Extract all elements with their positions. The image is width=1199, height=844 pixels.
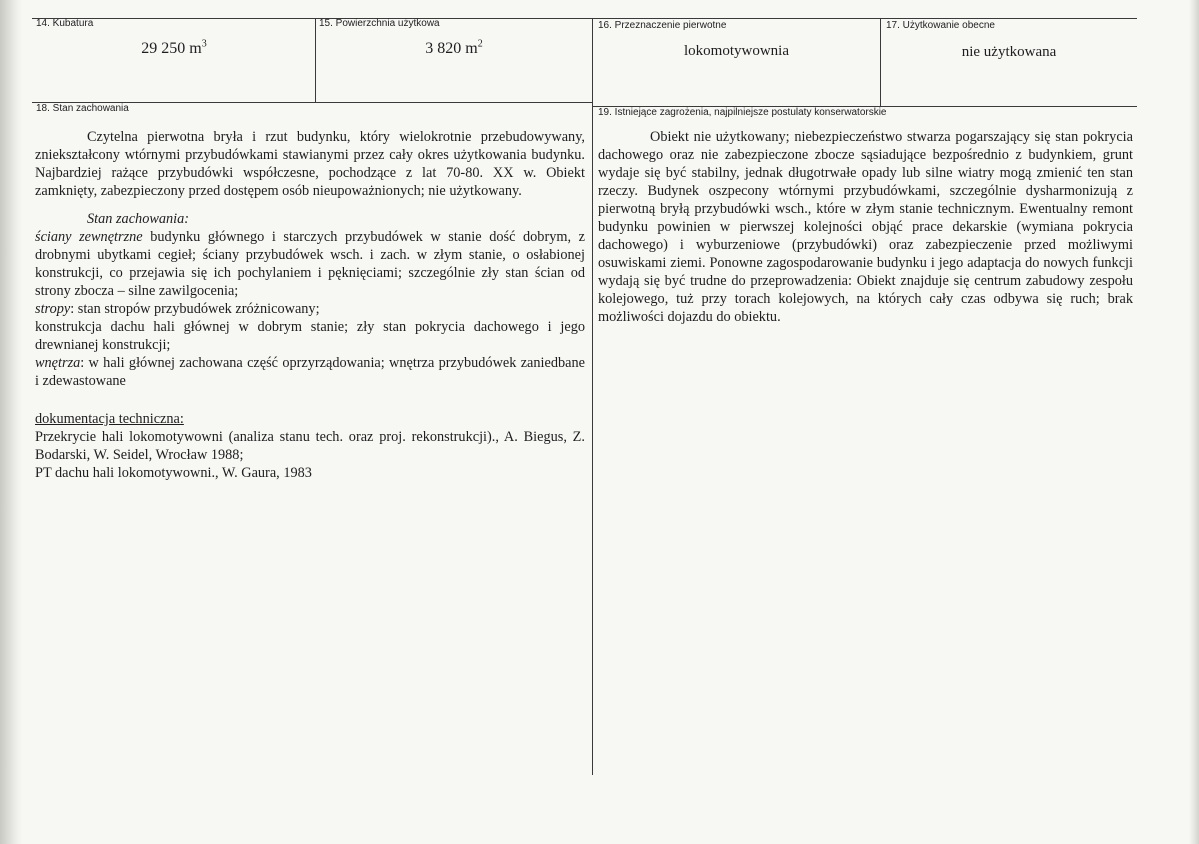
field-15-label: 15. Powierzchnia użytkowa — [319, 18, 440, 29]
section-19-label: 19. Istniejące zagrożenia, najpilniejsze postulaty konserwatorskie — [598, 107, 887, 118]
section-18-label: 18. Stan zachowania — [36, 103, 129, 114]
threats-text: Obiekt nie użytkowany; niebezpieczeństwo stwarza pogarszający się stan pokrycia dachowego oraz nie zabezpieczone zbocze sąsiadujące bezpośrednio z budynkiem, grunt wydaje się być stabilny, jednak długotrwałe opady lub silne wiatry mogą zmienić ten stan rzeczy. Budynek oszpecony wtórnymi przybudówkami, szczególnie dysharmonizują z pierwotną bryłą przybudówki wsch., które w złym stanie technicznym. Ewentualny remont budynku powinien w pierwszej kolejności objąć prace dekarskie (wymiana pokrycia dachowego) i wyburzeniowe (przybudówki) oraz zabezpieczenie przed możliwymi osuwiskami ziemi. Ponowne zagospodarowanie budynku i jego adaptacja do nowych funkcji wydają się być trudne do przeprowadzenia: Obiekt znajduje się centrum zabudowy zespołu kolejowego, tuż przy torach kolejowych, na których cały czas odbywa się ruch; brak możliwości dojazdu do obiektu. — [598, 129, 1133, 325]
condition-interiors: wnętrza: w hali głównej zachowana część oprzyrządowania; wnętrza przybudówek zaniedbane i zdewastowane — [35, 355, 585, 389]
condition-roof: konstrukcja dachu hali głównej w dobrym stanie; zły stan pokrycia dachowego i jego drewnianej konstrukcji; — [35, 319, 585, 353]
field-16-value: lokomotywownia — [684, 43, 789, 59]
field-17-label: 17. Użytkowanie obecne — [886, 20, 995, 31]
condition-walls: ściany zewnętrzne budynku głównego i starczych przybudówek w stanie dość dobrym, z drobnymi ubytkami cegieł; ściany przybudówek wsch. i zach. w złym stanie, o osłabionej konstrukcji, co przejawia się ich pochylaniem i pęknięciami; szczególnie zły stan ścian od strony zbocza – silne zawilgocenia; — [35, 229, 585, 299]
condition-intro: Czytelna pierwotna bryła i rzut budynku, który wielokrotnie przebudowywany, zniekształcony wtórnymi przybudówkami stawianymi przez cały okres użytkowania budynku. Najbardziej rażące przybudówki współczesne, pochodzące z lat 70-80. XX w. Obiekt zamknięty, zabezpieczony przed dostępem osób nieupoważnionych; nie użytkowany. — [35, 129, 585, 199]
rule-col-1 — [315, 18, 316, 102]
ceilings-term: stropy — [35, 301, 71, 317]
field-17-value: nie użytkowana — [961, 44, 1057, 60]
condition-ceilings: stropy: stan stropów przybudówek zróżnicowany; — [35, 301, 320, 317]
field-14-label: 14. Kubatura — [36, 18, 94, 29]
documentation-heading: dokumentacja techniczna: — [35, 411, 184, 427]
condition-heading: Stan zachowania: — [87, 211, 190, 227]
scan-edge-left — [0, 0, 22, 844]
interiors-term: wnętrza — [35, 355, 81, 371]
field-14-value: 29 250 $m^3$ — [141, 38, 207, 57]
rule-top — [32, 18, 1137, 19]
documentation-item: PT dachu hali lokomotywowni., W. Gaura, 1983 — [35, 465, 312, 481]
section-18-body — [35, 128, 585, 482]
rule-col-3 — [880, 18, 881, 106]
walls-term: ściany zewnętrzne — [35, 229, 143, 245]
documentation-item: Przekrycie hali lokomotywowni (analiza stanu tech. oraz proj. rekonstrukcji)., A. Biegus, Z. Bodarski, W. Seidel, Wrocław 1988; — [35, 429, 585, 463]
field-15-value: 3 820 $m^2$ — [425, 38, 483, 57]
section-19-body — [598, 128, 1133, 326]
scan-edge-right — [1189, 0, 1199, 844]
rule-col-center — [592, 18, 593, 775]
field-16-label: 16. Przeznaczenie pierwotne — [598, 20, 727, 31]
